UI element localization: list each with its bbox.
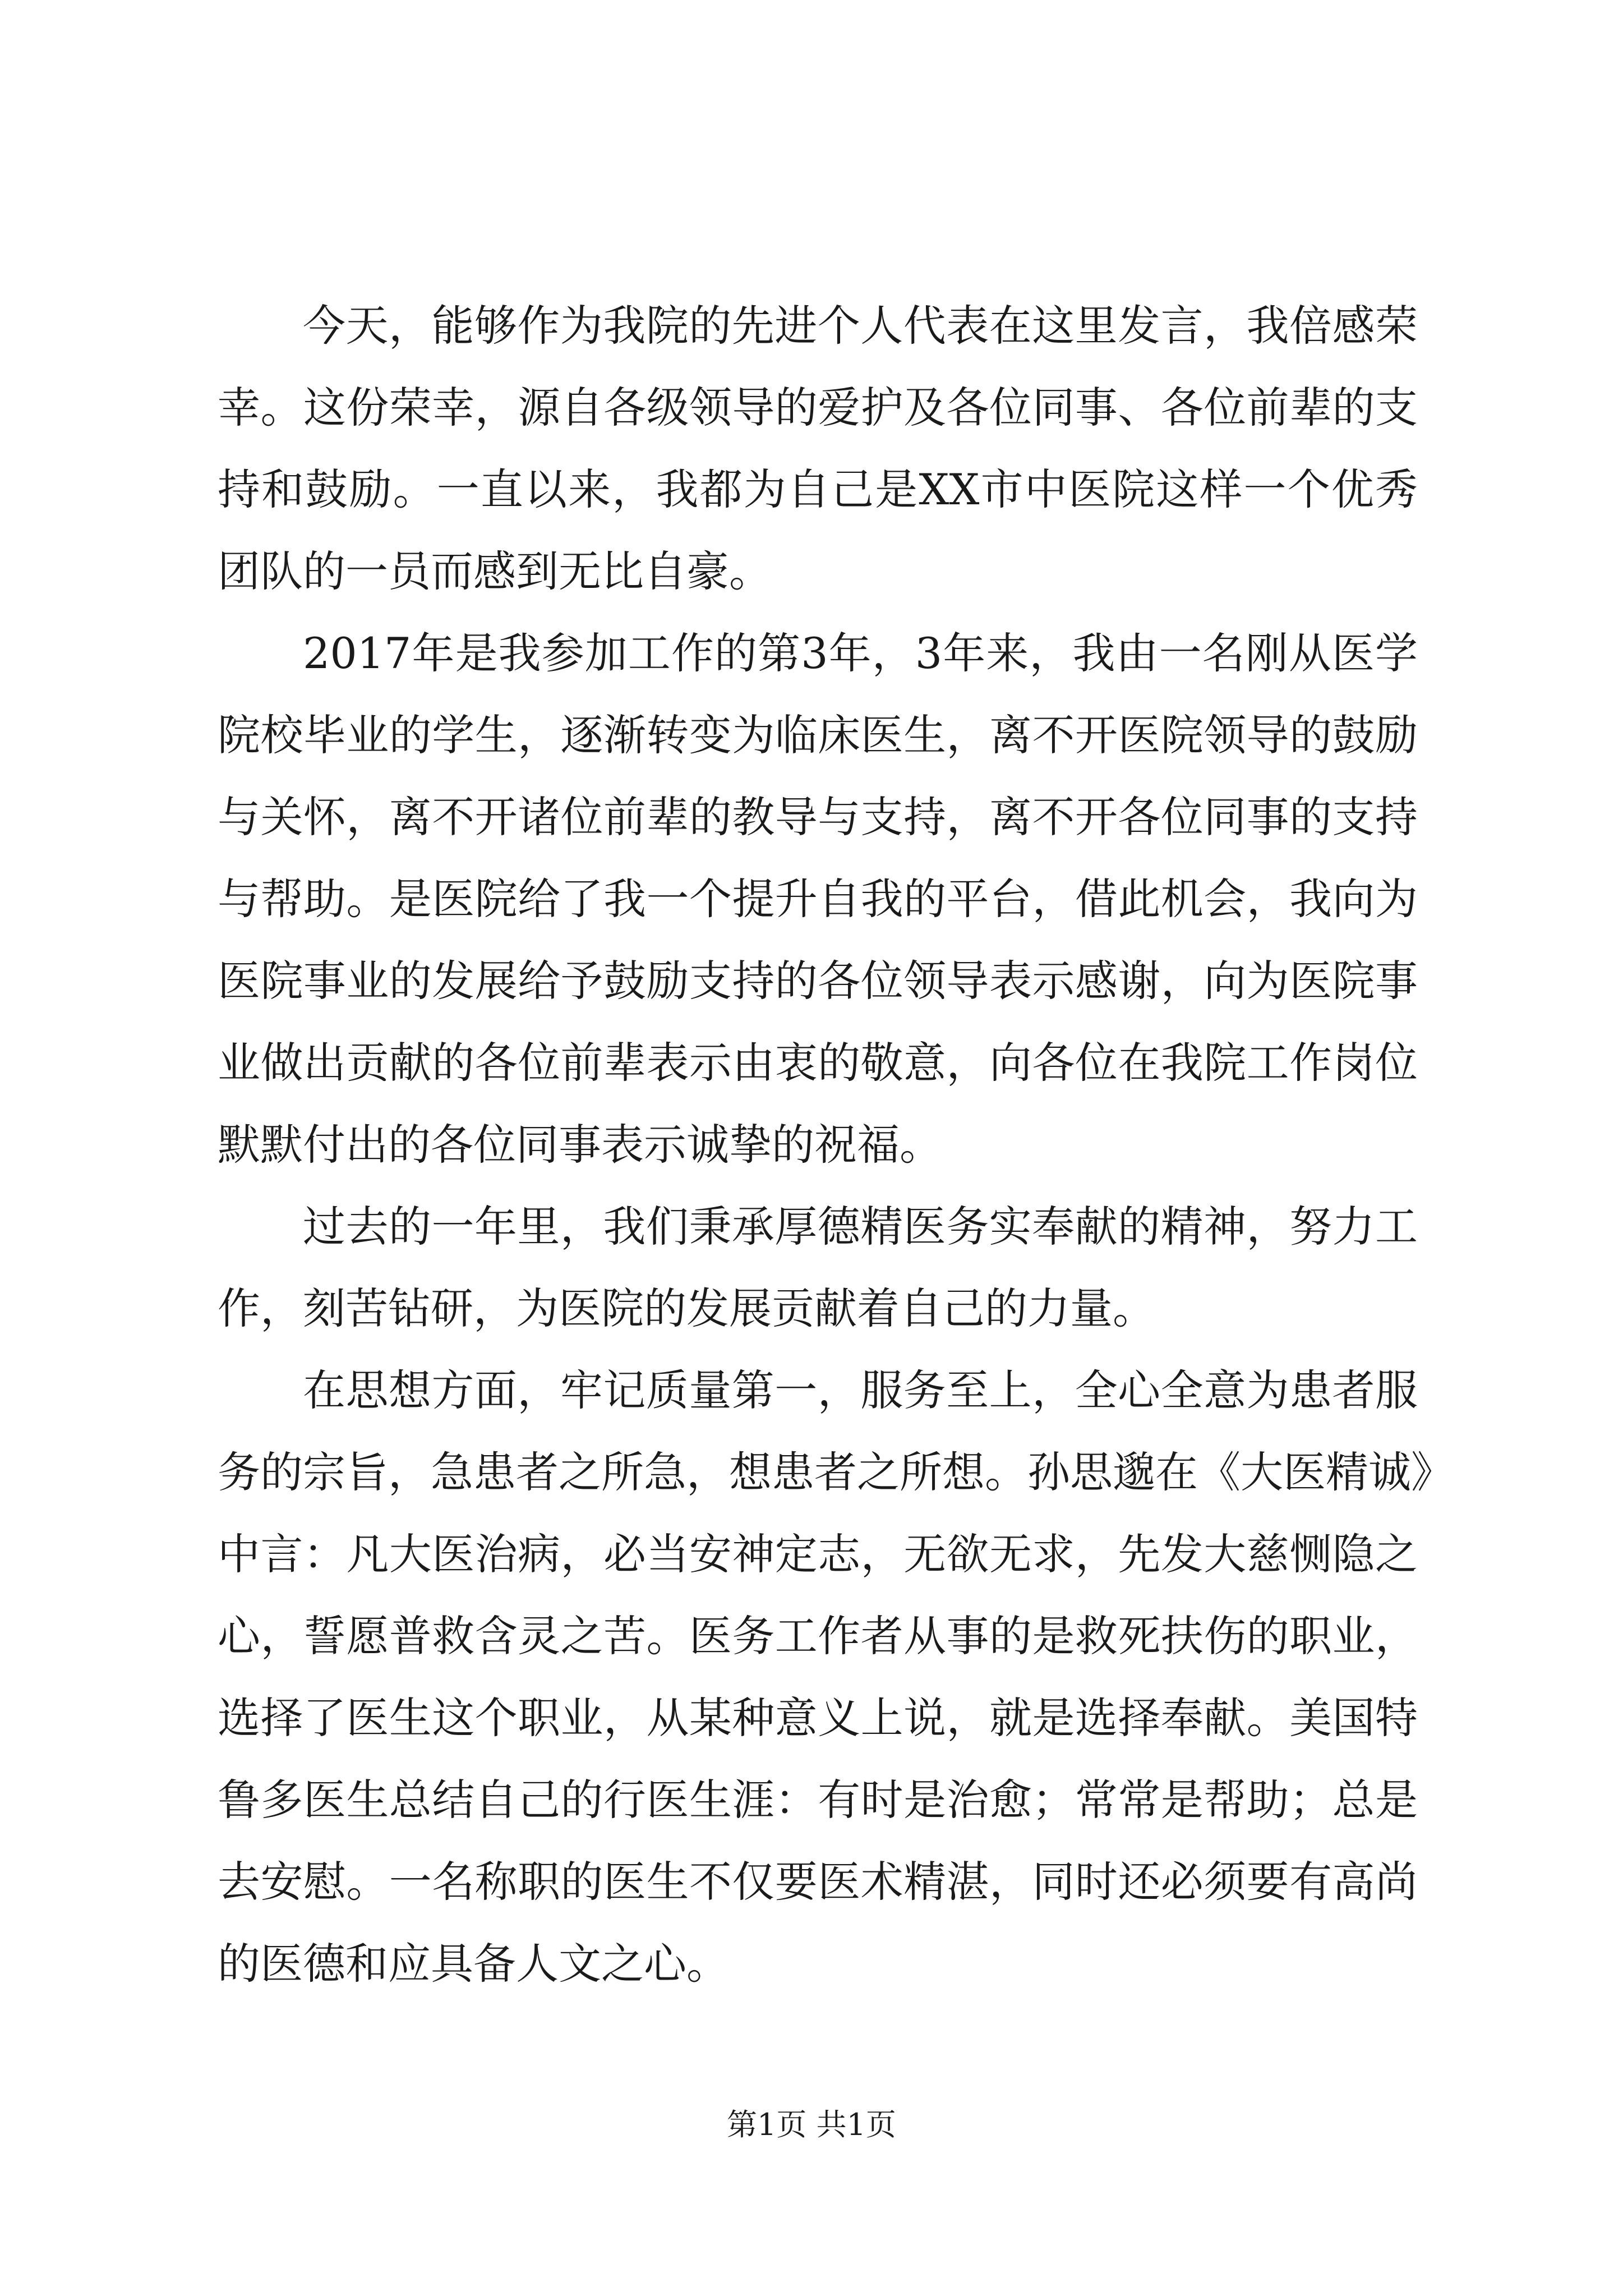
paragraph-2: [218, 613, 1418, 1186]
text-line: 业做出贡献的各位前辈表示由衷的敬意，向各位在我院工作岗位: [218, 1038, 1418, 1088]
paragraph-4: [218, 1350, 1454, 2005]
text-line: 作，刻苦钻研，为医院的发展贡献着自己的力量。: [218, 1283, 1155, 1333]
paragraph-1: [218, 285, 1418, 613]
text-line: 团队的一员而感到无比自豪。: [218, 546, 772, 596]
text-line: 鲁多医生总结自己的行医生涯：有时是治愈；常常是帮助；总是: [218, 1775, 1418, 1825]
text-line: 医院事业的发展给予鼓励支持的各位领导表示感谢，向为医院事: [218, 956, 1418, 1006]
text-line: 中言：凡大医治病，必当安神定志，无欲无求，先发大慈恻隐之: [218, 1529, 1418, 1579]
text-line: 幸。这份荣幸，源自各级领导的爱护及各位同事、各位前辈的支: [218, 383, 1418, 432]
text-line: 与帮助。是医院给了我一个提升自我的平台，借此机会，我向为: [218, 874, 1418, 924]
document-body: [218, 285, 1454, 2005]
text-line: 默默付出的各位同事表示诚挚的祝福。: [218, 1120, 942, 1170]
text-line: 心，誓愿普救含灵之苦。医务工作者从事的是救死扶伤的职业，: [218, 1611, 1418, 1661]
text-line: 选择了医生这个职业，从某种意义上说，就是选择奉献。美国特: [218, 1693, 1418, 1743]
text-line: 在思想方面，牢记质量第一，服务至上，全心全意为患者服: [303, 1365, 1418, 1415]
text-line: 务的宗旨，急患者之所急，想患者之所想。孙思邈在《大医精诚》: [218, 1447, 1454, 1497]
text-line: 的医德和应具备人文之心。: [218, 1939, 729, 1989]
text-line: 院校毕业的学生，逐渐转变为临床医生，离不开医院领导的鼓励: [218, 710, 1418, 760]
text-line: 与关怀，离不开诸位前辈的教导与支持，离不开各位同事的支持: [218, 792, 1418, 842]
text-line: 2017年是我参加工作的第3年，3年来，我由一名刚从医学: [303, 628, 1418, 678]
text-line: 过去的一年里，我们秉承厚德精医务实奉献的精神，努力工: [303, 1202, 1418, 1251]
text-line: 去安慰。一名称职的医生不仅要医术精湛，同时还必须要有高尚: [218, 1857, 1418, 1907]
page-number-footer: 第1页 共1页: [727, 2107, 896, 2142]
text-line: 今天，能够作为我院的先进个人代表在这里发言，我倍感荣: [303, 301, 1418, 351]
text-line: 持和鼓励。一直以来，我都为自己是XX市中医院这样一个优秀: [218, 464, 1418, 514]
paragraph-3: [218, 1186, 1418, 1350]
